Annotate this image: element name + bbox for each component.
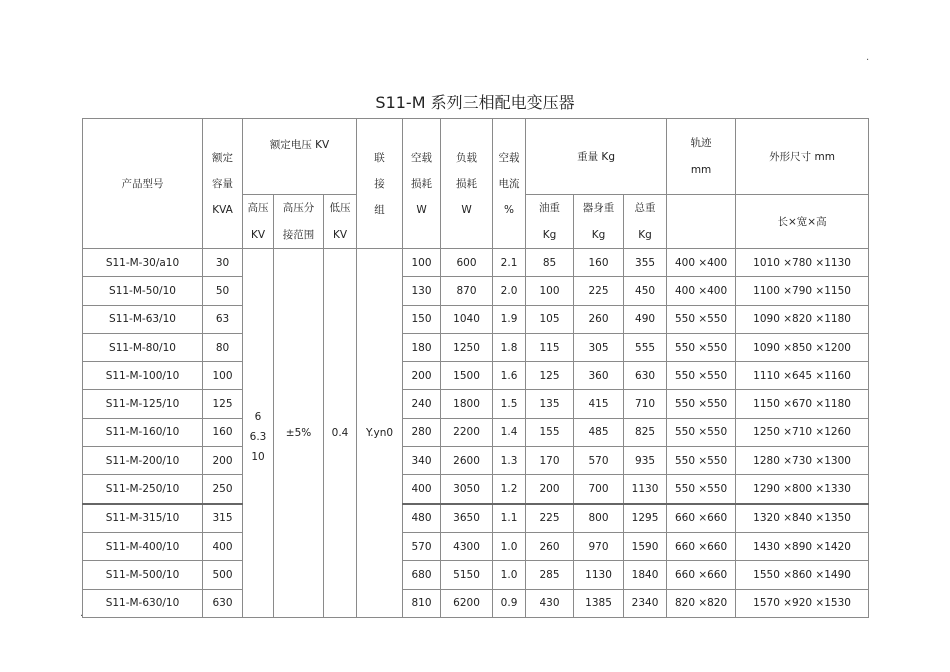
capacity-cell: 400 — [203, 532, 243, 560]
oil-weight-cell: 115 — [526, 333, 574, 361]
no-load-current-cell: 1.0 — [493, 561, 526, 589]
header-rated-voltage: 额定电压 KV — [243, 119, 357, 195]
body-weight-cell: 415 — [574, 390, 624, 418]
no-load-current-cell: 2.0 — [493, 277, 526, 305]
header-oil-weight: 油重 Kg — [526, 195, 574, 249]
no-load-current-cell: 1.5 — [493, 390, 526, 418]
track-cell: 550 ×550 — [667, 447, 736, 475]
total-weight-cell: 825 — [624, 418, 667, 446]
header-dimensions-sub: 长×宽×高 — [736, 195, 869, 249]
capacity-cell: 63 — [203, 305, 243, 333]
capacity-cell: 500 — [203, 561, 243, 589]
body-weight-cell: 1385 — [574, 589, 624, 617]
table-row — [83, 532, 869, 560]
spec-table — [82, 118, 869, 618]
total-weight-cell: 2340 — [624, 589, 667, 617]
track-cell: 550 ×550 — [667, 362, 736, 390]
header-total-weight: 总重 Kg — [624, 195, 667, 249]
capacity-cell: 100 — [203, 362, 243, 390]
table-row — [83, 504, 869, 533]
track-cell: 660 ×660 — [667, 532, 736, 560]
no-load-current-cell: 1.0 — [493, 532, 526, 560]
track-cell: 660 ×660 — [667, 561, 736, 589]
body-weight-cell: 485 — [574, 418, 624, 446]
table-row — [83, 418, 869, 446]
model-cell: S11-M-200/10 — [83, 447, 203, 475]
dimensions-cell: 1430 ×890 ×1420 — [736, 532, 869, 560]
no-load-loss-cell: 280 — [403, 418, 441, 446]
tap-range-merged-cell: ±5% — [274, 249, 324, 618]
no-load-current-cell: 1.1 — [493, 504, 526, 533]
page-title: S11-M 系列三相配电变压器 — [375, 93, 575, 112]
track-cell: 550 ×550 — [667, 418, 736, 446]
table-row — [83, 362, 869, 390]
header-dimensions: 外形尺寸 mm — [736, 119, 869, 195]
model-cell: S11-M-50/10 — [83, 277, 203, 305]
no-load-current-cell: 1.3 — [493, 447, 526, 475]
load-loss-cell: 870 — [441, 277, 493, 305]
no-load-current-cell: 1.4 — [493, 418, 526, 446]
no-load-current-cell: 1.6 — [493, 362, 526, 390]
dimensions-cell: 1150 ×670 ×1180 — [736, 390, 869, 418]
no-load-loss-cell: 240 — [403, 390, 441, 418]
load-loss-cell: 2600 — [441, 447, 493, 475]
total-weight-cell: 1295 — [624, 504, 667, 533]
table-row — [83, 249, 869, 277]
dimensions-cell: 1550 ×860 ×1490 — [736, 561, 869, 589]
no-load-loss-cell: 130 — [403, 277, 441, 305]
track-cell: 660 ×660 — [667, 504, 736, 533]
header-load-loss: 负载 损耗 W — [441, 119, 493, 249]
total-weight-cell: 490 — [624, 305, 667, 333]
no-load-current-cell: 1.2 — [493, 475, 526, 504]
no-load-current-cell: 1.8 — [493, 333, 526, 361]
track-cell: 550 ×550 — [667, 333, 736, 361]
capacity-cell: 125 — [203, 390, 243, 418]
no-load-current-cell: 2.1 — [493, 249, 526, 277]
oil-weight-cell: 225 — [526, 504, 574, 533]
oil-weight-cell: 200 — [526, 475, 574, 504]
model-cell: S11-M-80/10 — [83, 333, 203, 361]
total-weight-cell: 1130 — [624, 475, 667, 504]
oil-weight-cell: 105 — [526, 305, 574, 333]
oil-weight-cell: 100 — [526, 277, 574, 305]
header-no-load-current: 空载 电流 % — [493, 119, 526, 249]
header-weight: 重量 Kg — [526, 119, 667, 195]
body-weight-cell: 160 — [574, 249, 624, 277]
no-load-loss-cell: 150 — [403, 305, 441, 333]
total-weight-cell: 630 — [624, 362, 667, 390]
body-weight-cell: 305 — [574, 333, 624, 361]
table-row — [83, 447, 869, 475]
header-connection: 联 接 组 — [357, 119, 403, 249]
dimensions-cell: 1090 ×820 ×1180 — [736, 305, 869, 333]
track-cell: 550 ×550 — [667, 390, 736, 418]
no-load-loss-cell: 400 — [403, 475, 441, 504]
body-weight-cell: 970 — [574, 532, 624, 560]
dimensions-cell: 1010 ×780 ×1130 — [736, 249, 869, 277]
track-cell: 550 ×550 — [667, 305, 736, 333]
connection-merged-cell: Y.yn0 — [357, 249, 403, 618]
dimensions-cell: 1110 ×645 ×1160 — [736, 362, 869, 390]
capacity-cell: 30 — [203, 249, 243, 277]
no-load-loss-cell: 100 — [403, 249, 441, 277]
oil-weight-cell: 260 — [526, 532, 574, 560]
header-no-load-loss: 空载 损耗 W — [403, 119, 441, 249]
model-cell: S11-M-63/10 — [83, 305, 203, 333]
no-load-loss-cell: 480 — [403, 504, 441, 533]
load-loss-cell: 1250 — [441, 333, 493, 361]
table-row — [83, 277, 869, 305]
oil-weight-cell: 155 — [526, 418, 574, 446]
load-loss-cell: 4300 — [441, 532, 493, 560]
capacity-cell: 160 — [203, 418, 243, 446]
model-cell: S11-M-250/10 — [83, 475, 203, 504]
oil-weight-cell: 285 — [526, 561, 574, 589]
no-load-loss-cell: 680 — [403, 561, 441, 589]
dimensions-cell: 1570 ×920 ×1530 — [736, 589, 869, 617]
no-load-loss-cell: 200 — [403, 362, 441, 390]
body-weight-cell: 1130 — [574, 561, 624, 589]
body-weight-cell: 225 — [574, 277, 624, 305]
header-model: 产品型号 — [83, 119, 203, 249]
no-load-loss-cell: 810 — [403, 589, 441, 617]
model-cell: S11-M-630/10 — [83, 589, 203, 617]
model-cell: S11-M-160/10 — [83, 418, 203, 446]
load-loss-cell: 3650 — [441, 504, 493, 533]
total-weight-cell: 1840 — [624, 561, 667, 589]
oil-weight-cell: 125 — [526, 362, 574, 390]
lv-merged-cell: 0.4 — [324, 249, 357, 618]
capacity-cell: 315 — [203, 504, 243, 533]
load-loss-cell: 3050 — [441, 475, 493, 504]
table-row — [83, 589, 869, 617]
model-cell: S11-M-100/10 — [83, 362, 203, 390]
model-cell: S11-M-315/10 — [83, 504, 203, 533]
capacity-cell: 250 — [203, 475, 243, 504]
table-row — [83, 475, 869, 504]
oil-weight-cell: 85 — [526, 249, 574, 277]
no-load-loss-cell: 340 — [403, 447, 441, 475]
total-weight-cell: 935 — [624, 447, 667, 475]
body-weight-cell: 570 — [574, 447, 624, 475]
header-body-weight: 器身重 Kg — [574, 195, 624, 249]
hv-merged-cell: 6 6.3 10 — [243, 249, 274, 618]
track-cell: 820 ×820 — [667, 589, 736, 617]
oil-weight-cell: 430 — [526, 589, 574, 617]
table-row — [83, 305, 869, 333]
header-track: 轨迹 mm — [667, 119, 736, 195]
load-loss-cell: 5150 — [441, 561, 493, 589]
capacity-cell: 50 — [203, 277, 243, 305]
header-lv: 低压 KV — [324, 195, 357, 249]
total-weight-cell: 1590 — [624, 532, 667, 560]
table-row — [83, 390, 869, 418]
track-cell: 550 ×550 — [667, 475, 736, 504]
body-weight-cell: 360 — [574, 362, 624, 390]
page-mark-top: · — [866, 55, 870, 66]
header-row-1 — [83, 119, 869, 195]
dimensions-cell: 1090 ×850 ×1200 — [736, 333, 869, 361]
no-load-current-cell: 1.9 — [493, 305, 526, 333]
dimensions-cell: 1320 ×840 ×1350 — [736, 504, 869, 533]
no-load-current-cell: 0.9 — [493, 589, 526, 617]
oil-weight-cell: 135 — [526, 390, 574, 418]
model-cell: S11-M-500/10 — [83, 561, 203, 589]
body-weight-cell: 800 — [574, 504, 624, 533]
model-cell: S11-M-400/10 — [83, 532, 203, 560]
body-weight-cell: 260 — [574, 305, 624, 333]
dimensions-cell: 1290 ×800 ×1330 — [736, 475, 869, 504]
no-load-loss-cell: 180 — [403, 333, 441, 361]
load-loss-cell: 600 — [441, 249, 493, 277]
load-loss-cell: 1500 — [441, 362, 493, 390]
capacity-cell: 80 — [203, 333, 243, 361]
header-track-blank — [667, 195, 736, 249]
capacity-cell: 200 — [203, 447, 243, 475]
total-weight-cell: 555 — [624, 333, 667, 361]
dimensions-cell: 1100 ×790 ×1150 — [736, 277, 869, 305]
capacity-cell: 630 — [203, 589, 243, 617]
load-loss-cell: 1800 — [441, 390, 493, 418]
track-cell: 400 ×400 — [667, 249, 736, 277]
table-row — [83, 333, 869, 361]
header-hv: 高压 KV — [243, 195, 274, 249]
load-loss-cell: 1040 — [441, 305, 493, 333]
body-weight-cell: 700 — [574, 475, 624, 504]
total-weight-cell: 710 — [624, 390, 667, 418]
oil-weight-cell: 170 — [526, 447, 574, 475]
total-weight-cell: 450 — [624, 277, 667, 305]
dimensions-cell: 1250 ×710 ×1260 — [736, 418, 869, 446]
no-load-loss-cell: 570 — [403, 532, 441, 560]
total-weight-cell: 355 — [624, 249, 667, 277]
load-loss-cell: 2200 — [441, 418, 493, 446]
table-row — [83, 561, 869, 589]
load-loss-cell: 6200 — [441, 589, 493, 617]
track-cell: 400 ×400 — [667, 277, 736, 305]
page-mark-bottom: · — [80, 611, 84, 622]
header-capacity: 额定 容量 KVA — [203, 119, 243, 249]
model-cell: S11-M-125/10 — [83, 390, 203, 418]
model-cell: S11-M-30/a10 — [83, 249, 203, 277]
dimensions-cell: 1280 ×730 ×1300 — [736, 447, 869, 475]
header-hv-tap: 高压分 接范围 — [274, 195, 324, 249]
